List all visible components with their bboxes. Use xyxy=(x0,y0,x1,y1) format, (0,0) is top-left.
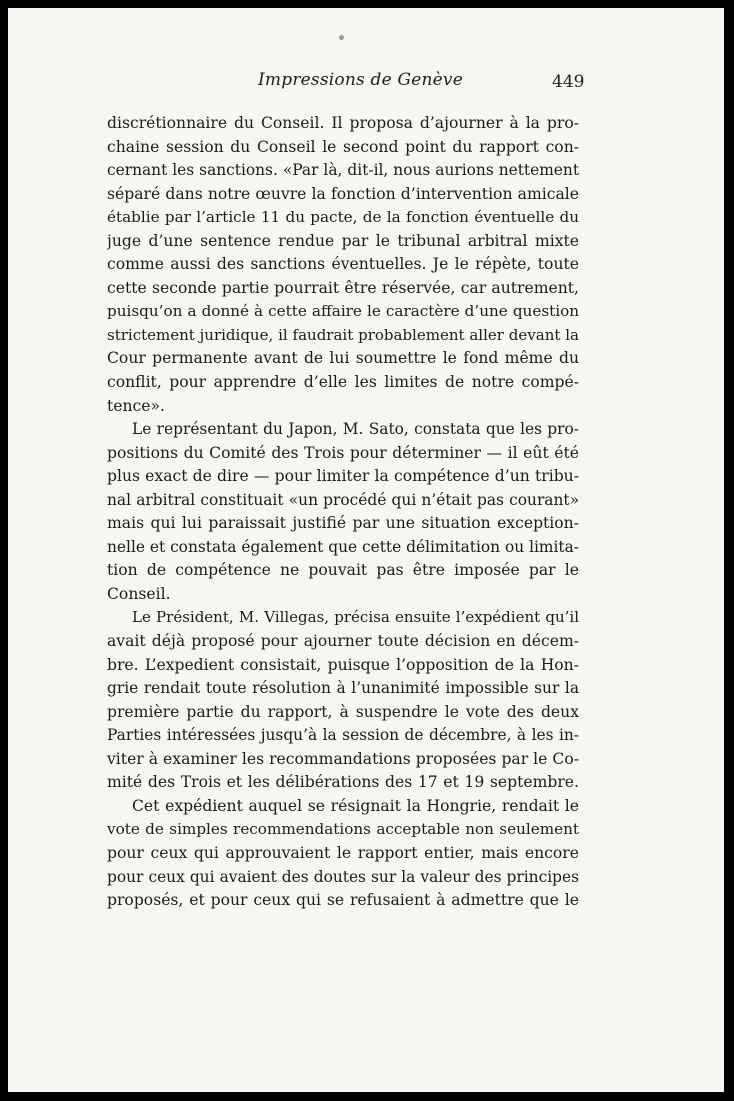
text-line: cette seconde partie pourrait être réservée, car autrement, xyxy=(107,278,579,297)
text-line: Le représentant du Japon, M. Sato, constata que les pro- xyxy=(132,420,579,439)
text-line: grie rendait toute résolution à l’unanimité impossible sur la xyxy=(107,679,579,698)
text-line: cernant les sanctions. «Par là, dit-il, nous aurions nettement xyxy=(107,161,579,180)
text-line: tion de compétence ne pouvait pas être imposée par le xyxy=(107,561,579,580)
text-line: établie par l’article 11 du pacte, de la fonction éventuelle du xyxy=(107,208,579,227)
text-line: Parties intéressées jusqu’à la session de décembre, à les in- xyxy=(107,726,579,745)
text-line: conflit, pour apprendre d’elle les limites de notre compé- xyxy=(107,373,579,392)
text-line: Cet expédient auquel se résignait la Hongrie, rendait le xyxy=(132,796,579,815)
text-line: première partie du rapport, à suspendre le vote des deux xyxy=(107,702,579,721)
text-line: Cour permanente avant de lui soumettre le fond même du xyxy=(107,349,579,368)
text-line: chaine session du Conseil le second point du rapport con- xyxy=(107,137,579,156)
text-line: pour ceux qui approuvaient le rapport entier, mais encore xyxy=(107,843,579,862)
text-line: Le Président, M. Villegas, précisa ensuite l’expédient qu’il xyxy=(132,608,579,627)
text-line: nelle et constata également que cette délimitation ou limita- xyxy=(107,537,579,556)
text-line: nal arbitral constituait «un procédé qui n’était pas courant» xyxy=(107,490,579,509)
text-line: mais qui lui paraissait justifié par une situation exception- xyxy=(107,514,579,533)
text-line: avait déjà proposé pour ajourner toute décision en décem- xyxy=(107,632,579,651)
text-line: tence». xyxy=(107,396,165,415)
text-line: mité des Trois et les délibérations des 17 et 19 septembre. xyxy=(107,773,579,792)
book-page xyxy=(8,8,724,1092)
text-line: séparé dans notre œuvre la fonction d’intervention amicale xyxy=(107,184,579,203)
text-line: viter à examiner les recommandations proposées par le Co- xyxy=(107,749,579,768)
text-line: discrétionnaire du Conseil. Il proposa d’ajourner à la pro- xyxy=(107,114,579,132)
text-line: puisqu’on a donné à cette affaire le caractère d’une question xyxy=(107,302,579,321)
text-line: comme aussi des sanctions éventuelles. Je le répète, toute xyxy=(107,255,579,274)
text-line: proposés, et pour ceux qui se refusaient à admettre que le xyxy=(107,891,579,910)
text-line: plus exact de dire — pour limiter la compétence d’un tribu- xyxy=(107,467,579,486)
body-text xyxy=(107,112,579,913)
text-line: Conseil. xyxy=(107,584,171,603)
page-number: 449 xyxy=(552,72,585,92)
text-line: pour ceux qui avaient des doutes sur la valeur des principes xyxy=(107,867,579,886)
running-title: Impressions de Genève xyxy=(258,70,463,90)
text-line: bre. L’expedient consistait, puisque l’opposition de la Hon- xyxy=(107,655,579,674)
text-line: vote de simples recommendations acceptable non seulement xyxy=(107,820,579,839)
text-line: positions du Comité des Trois pour déterminer — il eût été xyxy=(107,443,579,462)
text-line: strictement juridique, il faudrait probablement aller devant la xyxy=(107,325,579,344)
text-line: juge d’une sentence rendue par le tribunal arbitral mixte xyxy=(107,231,579,250)
printer-mark xyxy=(339,35,344,40)
